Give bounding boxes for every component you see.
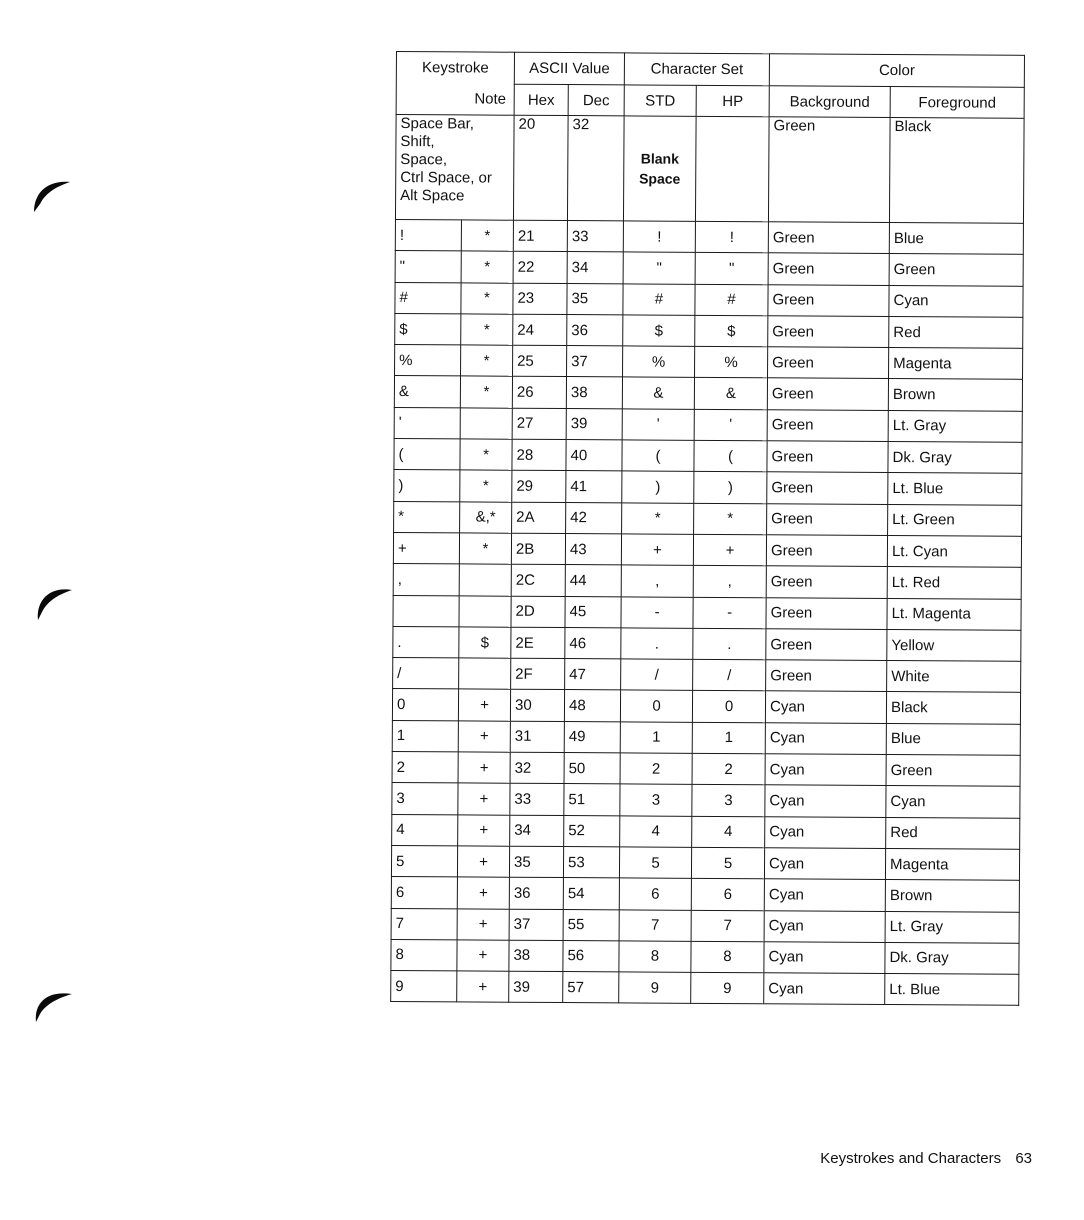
background-cell: Cyan — [765, 754, 886, 786]
std-cell: % — [623, 346, 695, 378]
note-cell: + — [458, 752, 510, 784]
table-row — [394, 407, 1022, 442]
std-cell: / — [621, 659, 693, 691]
note-cell: + — [457, 908, 509, 940]
table-row — [395, 313, 1023, 348]
note-cell: + — [457, 971, 509, 1003]
header-hp: HP — [696, 85, 769, 116]
hex-cell: 37 — [509, 909, 563, 941]
hp-cell: & — [694, 378, 767, 410]
hex-cell: 24 — [513, 314, 567, 346]
keystroke-cell — [393, 595, 459, 627]
foreground-cell: Black — [889, 118, 1024, 224]
std-cell: 6 — [619, 878, 691, 910]
background-cell: Cyan — [765, 691, 886, 723]
hp-cell — [695, 116, 769, 221]
hp-cell: - — [693, 597, 766, 629]
header-note: Note — [474, 90, 507, 108]
dec-cell: 33 — [567, 221, 623, 253]
dec-cell: 46 — [565, 627, 621, 659]
header-keystroke: Keystroke — [421, 59, 489, 77]
foreground-cell: Dk. Gray — [888, 442, 1022, 474]
background-cell: Green — [768, 222, 889, 254]
hp-cell: " — [695, 253, 768, 285]
std-cell — [623, 116, 696, 221]
hp-cell: , — [693, 566, 766, 598]
note-cell: * — [459, 533, 511, 565]
note-cell: * — [461, 220, 513, 252]
keystroke-cell: 3 — [392, 783, 458, 815]
background-cell: Green — [768, 316, 889, 348]
header-foreground: Foreground — [890, 87, 1024, 119]
header-std: STD — [624, 85, 696, 116]
keystroke-cell: # — [395, 282, 461, 314]
background-cell: Green — [767, 378, 888, 410]
keystroke-cell: " — [395, 251, 461, 283]
keystroke-cell: ( — [394, 439, 460, 471]
std-cell: , — [621, 565, 693, 597]
hp-cell: 2 — [692, 753, 765, 785]
foreground-cell: Red — [886, 817, 1020, 849]
std-cell: ' — [622, 409, 694, 441]
keystroke-cell: + — [393, 532, 459, 564]
foreground-cell: Magenta — [889, 348, 1023, 380]
std-cell: 9 — [619, 972, 691, 1004]
footer-page-number: 63 — [1015, 1150, 1032, 1167]
hex-cell: 38 — [509, 940, 563, 972]
hp-cell: + — [693, 534, 766, 566]
background-cell: Cyan — [764, 942, 885, 974]
foreground-cell: Dk. Gray — [885, 942, 1019, 974]
hp-cell: 7 — [691, 910, 764, 942]
note-cell: * — [461, 345, 513, 377]
dec-cell: 32 — [567, 116, 624, 221]
hp-cell: 5 — [691, 847, 764, 879]
keystroke-cell: ! — [395, 219, 461, 251]
note-cell — [459, 595, 511, 627]
dec-cell: 35 — [567, 283, 623, 315]
dec-cell: 50 — [564, 753, 620, 785]
hex-cell: 2D — [511, 596, 565, 628]
background-cell: Green — [768, 347, 889, 379]
hex-cell: 32 — [510, 752, 564, 784]
dec-cell: 44 — [565, 565, 621, 597]
background-cell: Green — [766, 566, 887, 598]
table-row — [393, 564, 1021, 599]
header-color: Color — [769, 54, 1024, 88]
keystroke-cell: 0 — [392, 689, 458, 721]
note-cell — [459, 658, 511, 690]
note-cell — [459, 564, 511, 596]
background-cell: Cyan — [765, 816, 886, 848]
hp-cell: * — [694, 503, 767, 535]
std-line: Space — [639, 170, 681, 187]
header-dec: Dec — [568, 85, 624, 116]
keystroke-cell: 7 — [391, 908, 457, 940]
foreground-cell: Lt. Blue — [885, 974, 1019, 1006]
foreground-cell: Lt. Cyan — [887, 535, 1021, 567]
background-cell: Green — [768, 284, 889, 316]
dec-cell: 57 — [563, 972, 619, 1004]
dec-cell: 40 — [566, 440, 622, 472]
foreground-cell: Lt. Red — [887, 567, 1021, 599]
keystroke-line: Space Bar, — [400, 115, 474, 133]
std-cell: $ — [623, 315, 695, 347]
foreground-cell: Blue — [886, 723, 1020, 755]
foreground-cell: Lt. Magenta — [887, 598, 1021, 630]
page-footer — [820, 1150, 1032, 1167]
hex-cell: 27 — [512, 408, 566, 440]
hex-cell: 22 — [513, 252, 567, 284]
std-cell: & — [622, 377, 694, 409]
keystroke-cell: 2 — [392, 752, 458, 784]
background-cell: Cyan — [765, 723, 886, 755]
header-hex: Hex — [514, 84, 568, 115]
foreground-cell: Brown — [885, 880, 1019, 912]
table-row — [392, 720, 1020, 755]
std-cell: ! — [623, 221, 695, 253]
dec-cell: 39 — [566, 408, 622, 440]
keystroke-cell: ) — [394, 470, 460, 502]
table-row — [395, 282, 1023, 317]
hp-cell: 6 — [691, 879, 764, 911]
note-cell: &,* — [460, 502, 512, 534]
hex-cell: 20 — [513, 115, 568, 220]
keystroke-cell: % — [395, 345, 461, 377]
table-row — [394, 470, 1022, 505]
keystroke-cell: * — [394, 501, 460, 533]
std-cell: 7 — [619, 909, 691, 941]
hex-cell: 29 — [512, 471, 566, 503]
note-cell: * — [460, 376, 512, 408]
dec-cell: 38 — [566, 377, 622, 409]
hex-cell: 2C — [511, 564, 565, 596]
hex-cell: 2B — [511, 533, 565, 565]
foreground-cell: Magenta — [885, 848, 1019, 880]
note-cell — [460, 408, 512, 440]
std-cell: " — [623, 252, 695, 284]
table-row — [391, 939, 1019, 974]
foreground-cell: Black — [886, 692, 1020, 724]
binder-hole-top — [30, 172, 76, 218]
hex-cell: 36 — [509, 877, 563, 909]
note-cell: * — [460, 470, 512, 502]
std-line: Blank — [640, 150, 679, 167]
background-cell: Green — [768, 253, 889, 285]
hp-cell: 9 — [691, 972, 764, 1004]
std-cell: 2 — [620, 753, 692, 785]
keystroke-cell: 5 — [391, 845, 457, 877]
table-row — [395, 219, 1023, 254]
note-cell: + — [458, 815, 510, 847]
keystroke-line: Space, — [400, 151, 448, 169]
dec-cell: 34 — [567, 252, 623, 284]
binder-hole-middle — [30, 580, 76, 626]
hp-cell: 4 — [692, 816, 765, 848]
table-row — [395, 345, 1023, 380]
note-cell: $ — [459, 627, 511, 659]
std-cell: 4 — [620, 816, 692, 848]
std-cell: 3 — [620, 784, 692, 816]
dec-cell: 48 — [564, 690, 620, 722]
hp-cell: % — [695, 347, 768, 379]
background-cell: Green — [766, 535, 887, 567]
table-row — [391, 971, 1019, 1006]
note-cell: * — [461, 282, 513, 314]
foreground-cell: Green — [886, 755, 1020, 787]
foreground-cell: Yellow — [887, 629, 1021, 661]
note-cell: * — [461, 251, 513, 283]
hex-cell: 39 — [509, 971, 563, 1003]
hex-cell: 2E — [511, 627, 565, 659]
note-cell: * — [460, 439, 512, 471]
background-cell: Green — [767, 472, 888, 504]
dec-cell: 53 — [563, 846, 619, 878]
hp-cell: . — [693, 628, 766, 660]
keystroke-line: Ctrl Space, or — [400, 169, 492, 187]
table-row — [392, 814, 1020, 849]
hex-cell: 25 — [513, 345, 567, 377]
keystroke-cell: 6 — [391, 877, 457, 909]
table-row — [393, 626, 1021, 661]
foreground-cell: Brown — [888, 379, 1022, 411]
keystroke-cell: . — [393, 626, 459, 658]
std-cell: . — [621, 628, 693, 660]
keystroke-cell: 4 — [392, 814, 458, 846]
table-row — [392, 689, 1020, 724]
hex-cell: 2F — [511, 658, 565, 690]
keystroke-cell: , — [393, 564, 459, 596]
note-cell: + — [458, 721, 510, 753]
hex-cell: 21 — [513, 220, 567, 252]
hex-cell: 31 — [510, 721, 564, 753]
hp-cell: ( — [694, 440, 767, 472]
keystroke-cell: & — [394, 376, 460, 408]
foreground-cell: Lt. Gray — [888, 410, 1022, 442]
header-keystroke-note — [396, 52, 514, 116]
keystroke-cell: 1 — [392, 720, 458, 752]
std-cell: ) — [622, 471, 694, 503]
background-cell: Green — [766, 660, 887, 692]
dec-cell: 37 — [567, 346, 623, 378]
dec-cell: 43 — [565, 534, 621, 566]
background-cell: Cyan — [764, 910, 885, 942]
hp-cell: $ — [695, 315, 768, 347]
hp-cell: ! — [695, 221, 768, 253]
hp-cell: ' — [694, 409, 767, 441]
note-cell: + — [458, 783, 510, 815]
std-cell: - — [621, 596, 693, 628]
dec-cell: 45 — [565, 596, 621, 628]
keystroke-cell: $ — [395, 313, 461, 345]
foreground-cell: Green — [889, 254, 1023, 286]
hp-cell: 8 — [691, 941, 764, 973]
table-row — [393, 532, 1021, 567]
std-cell: + — [621, 534, 693, 566]
background-cell: Green — [767, 410, 888, 442]
dec-cell: 49 — [564, 721, 620, 753]
table-row — [392, 752, 1020, 787]
hex-cell: 35 — [509, 846, 563, 878]
background-cell: Green — [767, 503, 888, 535]
hex-cell: 2A — [512, 502, 566, 534]
table-row — [394, 501, 1022, 536]
keystroke-cell: / — [393, 658, 459, 690]
foreground-cell: Blue — [889, 223, 1023, 255]
hp-cell: 0 — [692, 691, 765, 723]
table-row — [394, 439, 1022, 474]
hex-cell: 30 — [510, 690, 564, 722]
table-row — [394, 376, 1022, 411]
note-cell: + — [457, 846, 509, 878]
std-cell: 8 — [619, 941, 691, 973]
table-row — [391, 845, 1019, 880]
background-cell: Green — [768, 117, 890, 223]
dec-cell: 52 — [564, 815, 620, 847]
background-cell: Green — [766, 629, 887, 661]
keystroke-line: Shift, — [400, 133, 435, 151]
foreground-cell: Lt. Green — [888, 504, 1022, 536]
std-cell: * — [622, 503, 694, 535]
hp-cell: 3 — [692, 785, 765, 817]
foreground-cell: White — [887, 661, 1021, 693]
table-row — [395, 251, 1023, 286]
foreground-cell: Lt. Gray — [885, 911, 1019, 943]
hex-cell: 28 — [512, 439, 566, 471]
table-row-space — [395, 115, 1024, 224]
background-cell: Cyan — [764, 973, 885, 1005]
keystroke-line: Alt Space — [400, 187, 465, 205]
keystroke-cell: ' — [394, 407, 460, 439]
hp-cell: / — [693, 659, 766, 691]
note-cell: + — [457, 940, 509, 972]
table-row — [393, 595, 1021, 630]
table-row — [391, 877, 1019, 912]
background-cell: Cyan — [764, 848, 885, 880]
foreground-cell: Cyan — [886, 786, 1020, 818]
background-cell: Green — [767, 441, 888, 473]
hex-cell: 26 — [512, 377, 566, 409]
std-cell: 5 — [619, 847, 691, 879]
hex-cell: 23 — [513, 283, 567, 315]
hex-cell: 33 — [510, 784, 564, 816]
table-row — [391, 908, 1019, 943]
hp-cell: 1 — [692, 722, 765, 754]
hp-cell: # — [695, 284, 768, 316]
dec-cell: 42 — [566, 502, 622, 534]
header-character-set: Character Set — [624, 53, 769, 86]
dec-cell: 47 — [565, 659, 621, 691]
foreground-cell: Cyan — [889, 285, 1023, 317]
dec-cell: 56 — [563, 940, 619, 972]
dec-cell: 51 — [564, 784, 620, 816]
note-cell: + — [458, 689, 510, 721]
foreground-cell: Red — [889, 316, 1023, 348]
keystroke-character-table — [390, 51, 1025, 1006]
dec-cell: 54 — [563, 878, 619, 910]
hp-cell: ) — [694, 472, 767, 504]
footer-section-title: Keystrokes and Characters — [820, 1150, 1002, 1167]
keystroke-cell — [395, 115, 514, 221]
background-cell: Cyan — [764, 879, 885, 911]
std-cell: ( — [622, 440, 694, 472]
dec-cell: 41 — [566, 471, 622, 503]
std-cell: 1 — [620, 722, 692, 754]
std-cell: # — [623, 283, 695, 315]
note-cell: + — [457, 877, 509, 909]
dec-cell: 55 — [563, 909, 619, 941]
dec-cell: 36 — [567, 314, 623, 346]
hex-cell: 34 — [510, 815, 564, 847]
binder-hole-bottom — [30, 982, 76, 1028]
std-cell: 0 — [620, 690, 692, 722]
header-background: Background — [769, 86, 890, 118]
note-cell: * — [461, 314, 513, 346]
table-row — [393, 658, 1021, 693]
background-cell: Cyan — [765, 785, 886, 817]
header-ascii-value: ASCII Value — [514, 52, 624, 85]
background-cell: Green — [766, 597, 887, 629]
table-row — [392, 783, 1020, 818]
foreground-cell: Lt. Blue — [888, 473, 1022, 505]
keystroke-cell: 8 — [391, 939, 457, 971]
keystroke-cell: 9 — [391, 971, 457, 1003]
